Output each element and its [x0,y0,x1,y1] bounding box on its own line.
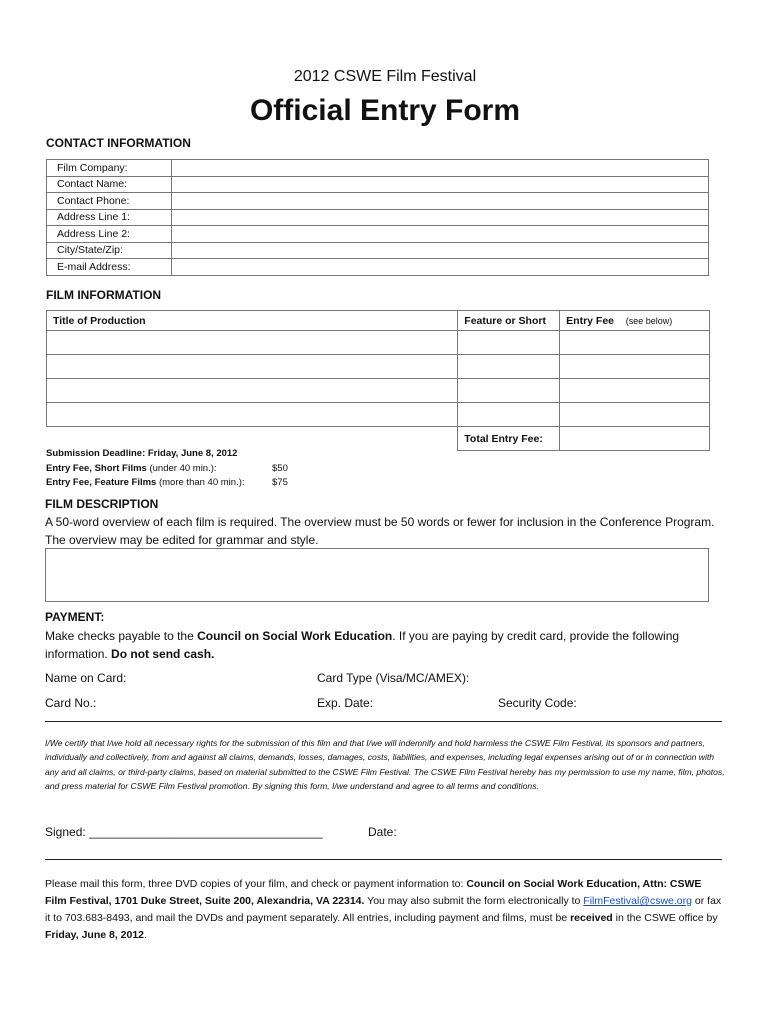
fee-input[interactable] [560,355,710,379]
type-input[interactable] [458,403,560,427]
film-row [47,355,710,379]
signed-line[interactable]: Signed: ___________________________________ [45,825,323,839]
card-type-label: Card Type (Visa/MC/AMEX): [317,671,470,685]
title-input[interactable] [47,355,458,379]
feature-fee-line [46,476,346,491]
field-label: Address Line 1: [47,209,172,226]
payment-heading: PAYMENT: [45,610,105,624]
contact-row-contact-name [47,176,709,193]
fee-input[interactable] [560,403,710,427]
contact-table [46,159,709,276]
contact-name-input[interactable] [172,176,709,193]
short-fee-label: Entry Fee, Short Films [46,462,147,474]
field-label: Contact Name: [47,176,172,193]
name-on-card-label: Name on Card: [45,671,127,685]
divider [45,721,722,722]
contact-heading: CONTACT INFORMATION [46,136,191,150]
contact-row-address-2 [47,226,709,243]
field-label: E-mail Address: [47,259,172,276]
email-link[interactable]: FilmFestival@cswe.org [583,895,692,907]
total-entry-fee-input[interactable] [560,427,710,451]
field-label: City/State/Zip: [47,242,172,259]
total-entry-fee-label: Total Entry Fee: [458,427,560,451]
address-line-2-input[interactable] [172,226,709,243]
mailing-instructions: Please mail this form, three DVD copies of your film, and check or payment information to: Council on Social Work Education, Attn: CSWE Film Festival, 1701 Duke Street, Suite 200, Alexandria, VA 22314. You may also submit the form electronically to FilmFestival@cswe.org or fax it to 703.683-8493, and mail the DVDs and payment separately. All entries, including payment and films, must be received in the CSWE office by Friday, June 8, 2012. [45,878,722,941]
fee-input[interactable] [560,379,710,403]
title-input[interactable] [47,403,458,427]
field-label: Film Company: [47,160,172,177]
feature-fee-label: Entry Fee, Feature Films [46,477,157,488]
field-label: Contact Phone: [47,193,172,210]
fee-input[interactable] [560,331,710,355]
film-row [47,331,710,355]
contact-phone-input[interactable] [172,193,709,210]
film-row [47,403,710,427]
legal-certification: I/We certify that I/we hold all necessary rights for the submission of this film and that I/we will indemnify and hold harmless the CSWE Film Festival, its sponsors and partners, individually and collectively, from and against all claims, demands, losses, damages, costs, liabilities, and expenses, including legal expenses arising out of or in connection with any and all claims, or third-party claims, based on material submitted to the CSWE Film Festival. The CSWE Film Festival hereby has my permission to use my name, film, photos, and press material for CSWE Film Festival promotion. By signing this form, I/we understand and agree to all terms and conditions. [45,738,725,791]
submission-deadline: Submission Deadline: Friday, June 8, 2012 [46,448,238,459]
feature-fee-amount: $75 [272,477,288,488]
fees-block [46,447,346,491]
title-input[interactable] [47,331,458,355]
address-line-1-input[interactable] [172,209,709,226]
security-code-label: Security Code: [498,696,577,710]
title-input[interactable] [47,379,458,403]
contact-row-email [47,259,709,276]
col-entry-fee-note: (see below) [625,315,673,326]
description-instructions: A 50-word overview of each film is required. The overview must be 50 words or fewer for inclusion in the Conference Program. The overview may be edited for grammar and style. [45,515,715,547]
short-fee-amount: $50 [272,462,288,474]
film-table-header [47,311,710,331]
date-label: Date: [368,825,397,839]
contact-row-contact-phone [47,193,709,210]
festival-subtitle: 2012 CSWE Film Festival [293,68,477,85]
divider [45,859,722,860]
col-entry-fee-label: Entry Fee [566,314,615,327]
film-company-input[interactable] [172,160,709,177]
feature-fee-note: (more than 40 min.): [158,477,245,488]
city-state-zip-input[interactable] [172,242,709,259]
type-input[interactable] [458,331,560,355]
payment-instructions: Make checks payable to the Council on Social Work Education. If you are paying by credit card, provide the following information. Do not send cash. [45,629,680,661]
exp-date-label: Exp. Date: [317,696,374,710]
contact-row-city [47,242,709,259]
description-heading: FILM DESCRIPTION [45,497,159,511]
film-row [47,379,710,403]
film-description-input[interactable] [45,548,709,602]
film-heading: FILM INFORMATION [46,288,162,302]
contact-row-film-company [47,160,709,177]
field-label: Address Line 2: [47,226,172,243]
form-title: Official Entry Form [249,94,521,127]
col-title-of-production: Title of Production [47,311,458,331]
contact-row-address-1 [47,209,709,226]
film-table [46,310,710,451]
col-feature-or-short: Feature or Short [458,311,560,331]
type-input[interactable] [458,379,560,403]
col-entry-fee [560,311,710,331]
type-input[interactable] [458,355,560,379]
email-input[interactable] [172,259,709,276]
short-fee-line [46,462,346,477]
card-no-label: Card No.: [45,696,97,710]
short-fee-note: (under 40 min.): [149,462,217,474]
